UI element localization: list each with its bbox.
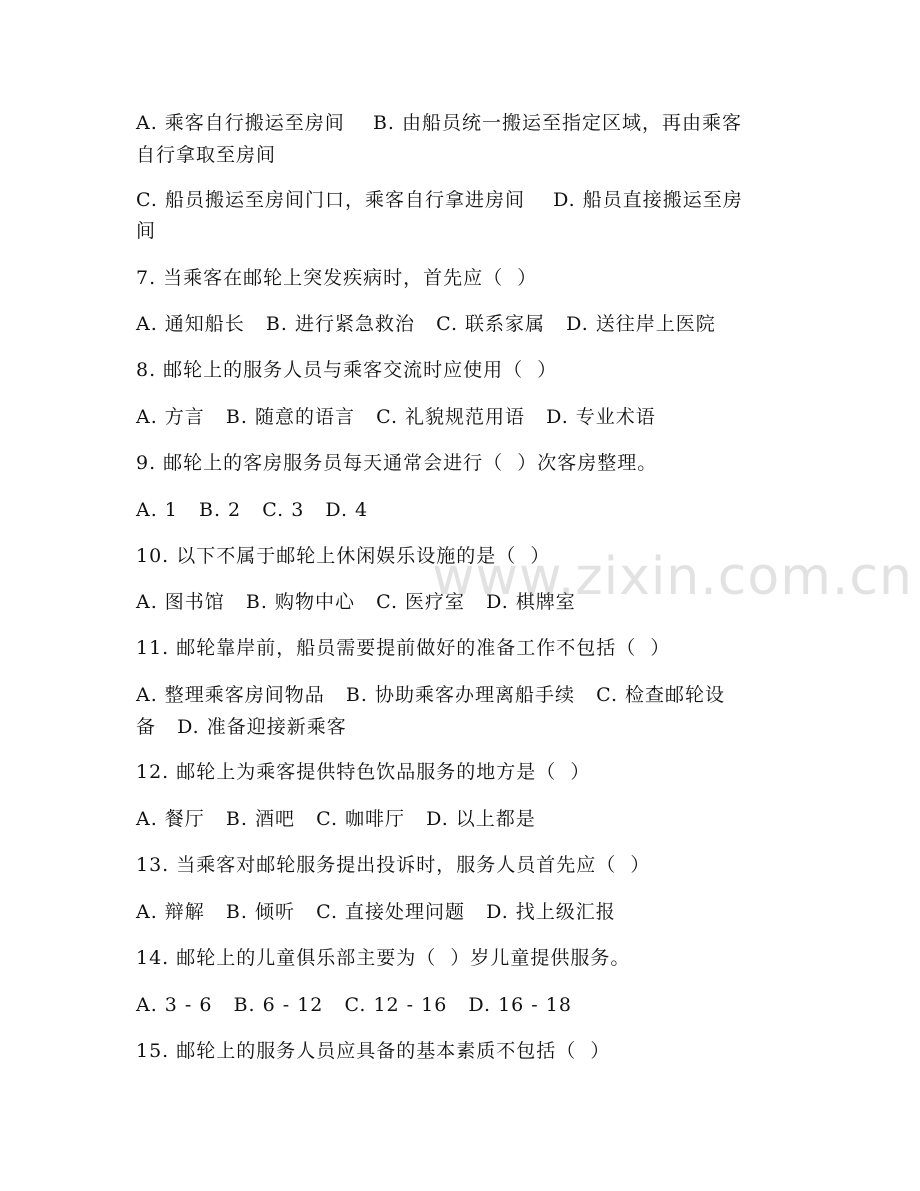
options-13: A. 辩解 B. 倾听 C. 直接处理问题 D. 找上级汇报 bbox=[136, 901, 616, 923]
text-line: A. 乘客自行搬运至房间 B. 由船员统一搬运至指定区域，再由乘客 bbox=[136, 112, 743, 134]
question-9: 9. 邮轮上的客房服务员每天通常会进行（ ）次客房整理。 bbox=[136, 452, 658, 474]
options-14: A. 3 - 6 B. 6 - 12 C. 12 - 16 D. 16 - 18 bbox=[136, 994, 572, 1016]
question-12: 12. 邮轮上为乘客提供特色饮品服务的地方是（ ） bbox=[136, 761, 591, 783]
question-7: 7. 当乘客在邮轮上突发疾病时，首先应（ ） bbox=[136, 267, 538, 289]
options-9: A. 1 B. 2 C. 3 D. 4 bbox=[136, 499, 369, 521]
options-11: A. 整理乘客房间物品 B. 协助乘客办理离船手续 C. 检查邮轮设 bbox=[136, 684, 726, 706]
question-13: 13. 当乘客对邮轮服务提出投诉时，服务人员首先应（ ） bbox=[136, 854, 651, 876]
options-11-cont: 备 D. 准备迎接新乘客 bbox=[136, 716, 347, 738]
watermark: www.zixin.com.cn bbox=[432, 547, 913, 607]
options-10: A. 图书馆 B. 购物中心 C. 医疗室 D. 棋牌室 bbox=[136, 591, 576, 613]
options-7: A. 通知船长 B. 进行紧急救治 C. 联系家属 D. 送往岸上医院 bbox=[136, 313, 716, 335]
text-line: C. 船员搬运至房间门口，乘客自行拿进房间 D. 船员直接搬运至房 bbox=[136, 189, 743, 211]
options-8: A. 方言 B. 随意的语言 C. 礼貌规范用语 D. 专业术语 bbox=[136, 406, 656, 428]
options-12: A. 餐厅 B. 酒吧 C. 咖啡厅 D. 以上都是 bbox=[136, 808, 536, 830]
text-line: 自行拿取至房间 bbox=[136, 144, 277, 166]
question-8: 8. 邮轮上的服务人员与乘客交流时应使用（ ） bbox=[136, 359, 558, 381]
text-line: 间 bbox=[136, 220, 157, 242]
question-11: 11. 邮轮靠岸前，船员需要提前做好的准备工作不包括（ ） bbox=[136, 637, 671, 659]
question-14: 14. 邮轮上的儿童俱乐部主要为（ ）岁儿童提供服务。 bbox=[136, 947, 631, 969]
question-10: 10. 以下不属于邮轮上休闲娱乐设施的是（ ） bbox=[136, 545, 551, 567]
question-15: 15. 邮轮上的服务人员应具备的基本素质不包括（ ） bbox=[136, 1040, 611, 1062]
